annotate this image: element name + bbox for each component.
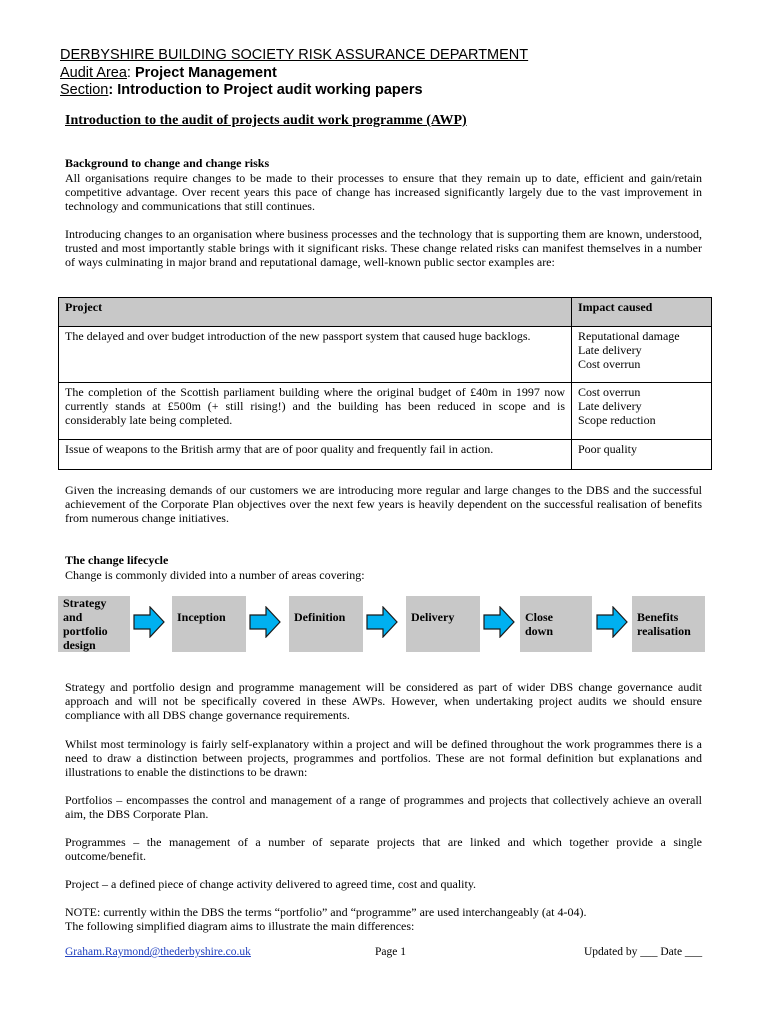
- column-header-project: Project: [59, 298, 572, 327]
- audit-area-value: Project Management: [134, 65, 277, 81]
- stage-benefits-realisation: Benefits realisation: [632, 596, 705, 652]
- stage-delivery: Delivery: [406, 596, 480, 652]
- impact-item: Late delivery: [578, 399, 642, 413]
- body-paragraph-portfolios: Portfolios – encompasses the control and management of a range of programmes and projects that collectively achieve an overall aim, the DBS Corporate Plan.: [65, 793, 702, 821]
- footer-email-link[interactable]: Graham.Raymond@thederbyshire.co.uk: [65, 946, 251, 958]
- impact-item: Cost overrun: [578, 385, 641, 399]
- arrow-right-icon: [596, 606, 628, 638]
- impact-item: Cost overrun: [578, 357, 641, 371]
- background-heading: Background to change and change risks: [65, 156, 270, 170]
- body-paragraph-diagram-intro: The following simplified diagram aims to illustrate the main differences:: [65, 919, 415, 933]
- stage-inception: Inception: [172, 596, 246, 652]
- arrow-right-icon: [366, 606, 398, 638]
- lifecycle-heading: The change lifecycle: [65, 553, 169, 567]
- stage-strategy: Strategy and portfolio design: [58, 596, 130, 652]
- org-title: DERBYSHIRE BUILDING SOCIETY RISK ASSURANCE DEPARTMENT: [60, 47, 529, 63]
- impact-item: Reputational damage: [578, 329, 680, 343]
- table-header-row: [59, 298, 712, 327]
- stage-close-down: Close down: [520, 596, 592, 652]
- background-paragraph-1: All organisations require changes to be made to their processes to ensure that they remain up to date, efficient and gain/retain competitive advantage. Over recent years this pace of change has increased significantly largely due to the vast improvement in technology and communications that still continues.: [65, 171, 702, 213]
- table-row: [59, 383, 712, 440]
- table-row: [59, 327, 712, 383]
- risk-examples-table: [58, 297, 712, 470]
- body-paragraph-2: Whilst most terminology is fairly self-explanatory within a project and will be defined throughout the work programmes there is a need to draw a distinction between projects, programmes and portfolios. These are not formal definition but explanations and illustrations to enable the distinctions to be drawn:: [65, 737, 702, 779]
- project-cell: The completion of the Scottish parliament building where the original budget of £40m in 1997 now currently stands at £500m (+ still rising!) and the building has been reduced in scope and is considerably late being completed.: [59, 383, 572, 440]
- audit-area-label: Audit Area: [60, 65, 127, 81]
- impact-item: Late delivery: [578, 343, 642, 357]
- after-table-paragraph: Given the increasing demands of our customers we are introducing more regular and large changes to the DBS and the successful achievement of the Corporate Plan objectives over the next few years is heavily dependent on the successful realisation of benefits from numerous change initiatives.: [65, 483, 702, 525]
- impact-cell: [572, 440, 712, 470]
- arrow-right-icon: [249, 606, 281, 638]
- background-paragraph-2: Introducing changes to an organisation where business processes and the technology that is supporting them are known, understood, trusted and most importantly stable brings with it significant risks. These change related risks can manifest themselves in a number of ways culminating in major brand and reputational damage, well-known public sector examples are:: [65, 227, 702, 269]
- stage-definition: Definition: [289, 596, 363, 652]
- impact-item: Poor quality: [578, 442, 637, 456]
- section: [60, 82, 423, 99]
- section-value: : Introduction to Project audit working papers: [108, 82, 423, 98]
- body-paragraph-programmes: Programmes – the management of a number of separate projects that are linked and which together provide a single outcome/benefit.: [65, 835, 702, 863]
- impact-cell: [572, 383, 712, 440]
- arrow-right-icon: [483, 606, 515, 638]
- body-paragraph-note: NOTE: currently within the DBS the terms “portfolio” and “programme” are used interchangeably (at 4-04).: [65, 905, 587, 919]
- arrow-right-icon: [133, 606, 165, 638]
- body-paragraph-project: Project – a defined piece of change activity delivered to agreed time, cost and quality.: [65, 877, 477, 891]
- project-cell: Issue of weapons to the British army that are of poor quality and frequently fail in action.: [59, 440, 572, 470]
- updated-by: Updated by ___ Date ___: [584, 946, 703, 958]
- column-header-impact: Impact caused: [572, 298, 712, 327]
- audit-area: Audit Area: Project Management: [60, 65, 277, 81]
- body-paragraph-1: Strategy and portfolio design and programme management will be considered as part of wider DBS change governance audit approach and will not be specifically covered in these AWPs. However, when undertaking project audits we should ensure compliance with all DBS change governance requirements.: [65, 680, 702, 722]
- document-title: Introduction to the audit of projects audit work programme (AWP): [65, 113, 467, 128]
- project-cell: The delayed and over budget introduction of the new passport system that caused huge backlogs.: [59, 327, 572, 383]
- lifecycle-intro: Change is commonly divided into a number of areas covering:: [65, 568, 365, 582]
- section-label: Section: [60, 82, 109, 98]
- table-row: [59, 440, 712, 470]
- impact-item: Scope reduction: [578, 413, 656, 427]
- page-number: Page 1: [375, 946, 406, 958]
- impact-cell: [572, 327, 712, 383]
